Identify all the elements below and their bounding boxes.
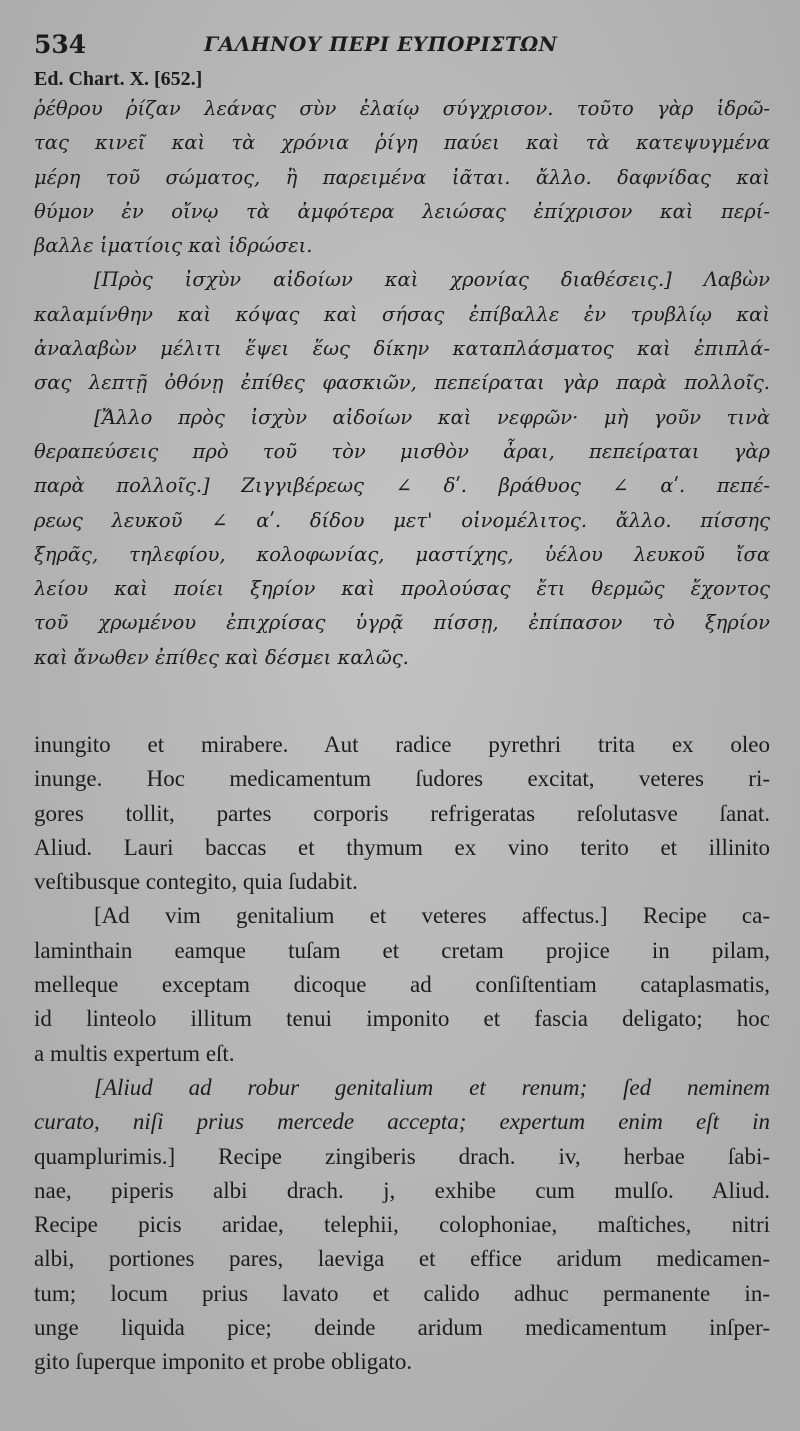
greek-line: θεραπεύσεις πρὸ τοῦ τὸν μισθὸν ἆραι, πεπείραται γὰρ [34,439,770,463]
greek-line: βαλλε ἱματίοις καὶ ἱδρώσει. [34,234,313,258]
latin-line: Aliud. Lauri baccas et thymum ex vino terito et illinito [34,834,770,860]
latin-line: albi, portiones pares, laeviga et effice aridum medicamen- [34,1246,770,1272]
latin-line: [Aliud ad robur genitalium et renum; ſed neminem [94,1074,770,1100]
greek-line: θύμον ἐν οἴνῳ τὰ ἀμφότερα λειώσας ἐπίχρισον καὶ περί- [34,199,770,223]
greek-line: ρεως λευκοῦ ∠ αʹ. δίδου μετ' οἰνομέλιτος. ἄλλο. πίσσης [34,508,770,532]
latin-line: quamplurimis.] Recipe zingiberis drach. iv, herbae ſabi- [34,1143,770,1169]
page-header [34,30,774,66]
running-title: ΓΑΛΗΝΟΥ ΠΕΡΙ ΕΥΠΟΡΙΣΤΩΝ [204,32,558,56]
latin-line: veſtibusque contegito, quia ſudabit. [34,869,358,895]
latin-line: melleque exceptam dicoque ad conſiſtentiam cataplasmatis, [34,972,770,998]
latin-line: inunge. Hoc medicamentum ſudores excitat, veteres ri- [34,766,770,792]
latin-line: [Ad vim genitalium et veteres affectus.] Recipe ca- [94,903,770,929]
latin-translation-block [34,728,770,1380]
greek-line: μέρη τοῦ σώματος, ἢ παρειμένα ἰᾶται. ἄλλο. δαφνίδας καὶ [34,165,770,189]
latin-line: gito ſuperque imponito et probe obligato. [34,1349,413,1375]
greek-line: λείου καὶ ποίει ξηρίον καὶ προλούσας ἔτι θερμῶς ἔχοντος [34,577,770,601]
latin-line: curato, niſi prius mercede accepta; expertum enim eſt in [34,1109,770,1135]
edition-reference: Ed. Chart. X. [652.] [34,68,203,90]
latin-line: unge liquida pice; deinde aridum medicamentum inſper- [34,1315,770,1341]
greek-line: ξηρᾶς, τηλεφίου, κολοφωνίας, μαστίχης, ὑέλου λευκοῦ ἴσα [34,542,770,566]
greek-line: ῥέθρου ῥίζαν λεάνας σὺν ἐλαίῳ σύγχρισον. τοῦτο γὰρ ἱδρῶ- [34,97,770,120]
latin-line: tum; locum prius lavato et calido adhuc permanente in- [34,1280,770,1306]
latin-line: inungito et mirabere. Aut radice pyrethri trita ex oleo [34,732,770,757]
latin-line: gores tollit, partes corporis refrigeratas reſolutasve ſanat. [34,800,770,826]
greek-line: παρὰ πολλοῖς.] Ζιγγιβέρεως ∠ δʹ. βράθυος ∠ αʹ. πεπέ- [34,474,770,498]
greek-text-block [34,92,770,675]
latin-line: laminthain eamque tuſam et cretam projice in pilam, [34,937,770,963]
greek-line: καὶ ἄνωθεν ἐπίθες καὶ δέσμει καλῶς. [34,645,409,669]
greek-line: τας κινεῖ καὶ τὰ χρόνια ῥίγη παύει καὶ τὰ κατεψυγμένα [34,131,770,155]
latin-line: a multis expertum eſt. [34,1040,235,1066]
greek-line: [Πρὸς ἰσχὺν αἰδοίων καὶ χρονίας διαθέσεις.] Λαβὼν [94,268,770,292]
latin-line: id linteolo illitum tenui imponito et fascia deligato; hoc [34,1006,770,1032]
greek-line: [Ἄλλο πρὸς ἰσχὺν αἰδοίων καὶ νεφρῶν· μὴ γοῦν τινὰ [94,405,770,429]
latin-line: nae, piperis albi drach. j, exhibe cum mulſo. Aliud. [34,1177,770,1203]
greek-line: ἀναλαβὼν μέλιτι ἕψει ἕως δίκην καταπλάσματος καὶ ἐπιπλά- [34,337,770,361]
greek-line: σας λεπτῇ ὀθόνῃ ἐπίθες φασκιῶν, πεπείραται γὰρ παρὰ πολλοῖς. [34,371,770,395]
greek-line: τοῦ χρωμένου ἐπιχρίσας ὑγρᾷ πίσσῃ, ἐπίπασον τὸ ξηρίον [34,611,770,635]
page-number: 534 [34,30,87,59]
greek-line: καλαμίνθην καὶ κόψας καὶ σήσας ἐπίβαλλε ἐν τρυβλίῳ καὶ [34,302,770,326]
latin-line: Recipe picis aridae, telephii, colophoniae, maſtiches, nitri [34,1212,770,1238]
